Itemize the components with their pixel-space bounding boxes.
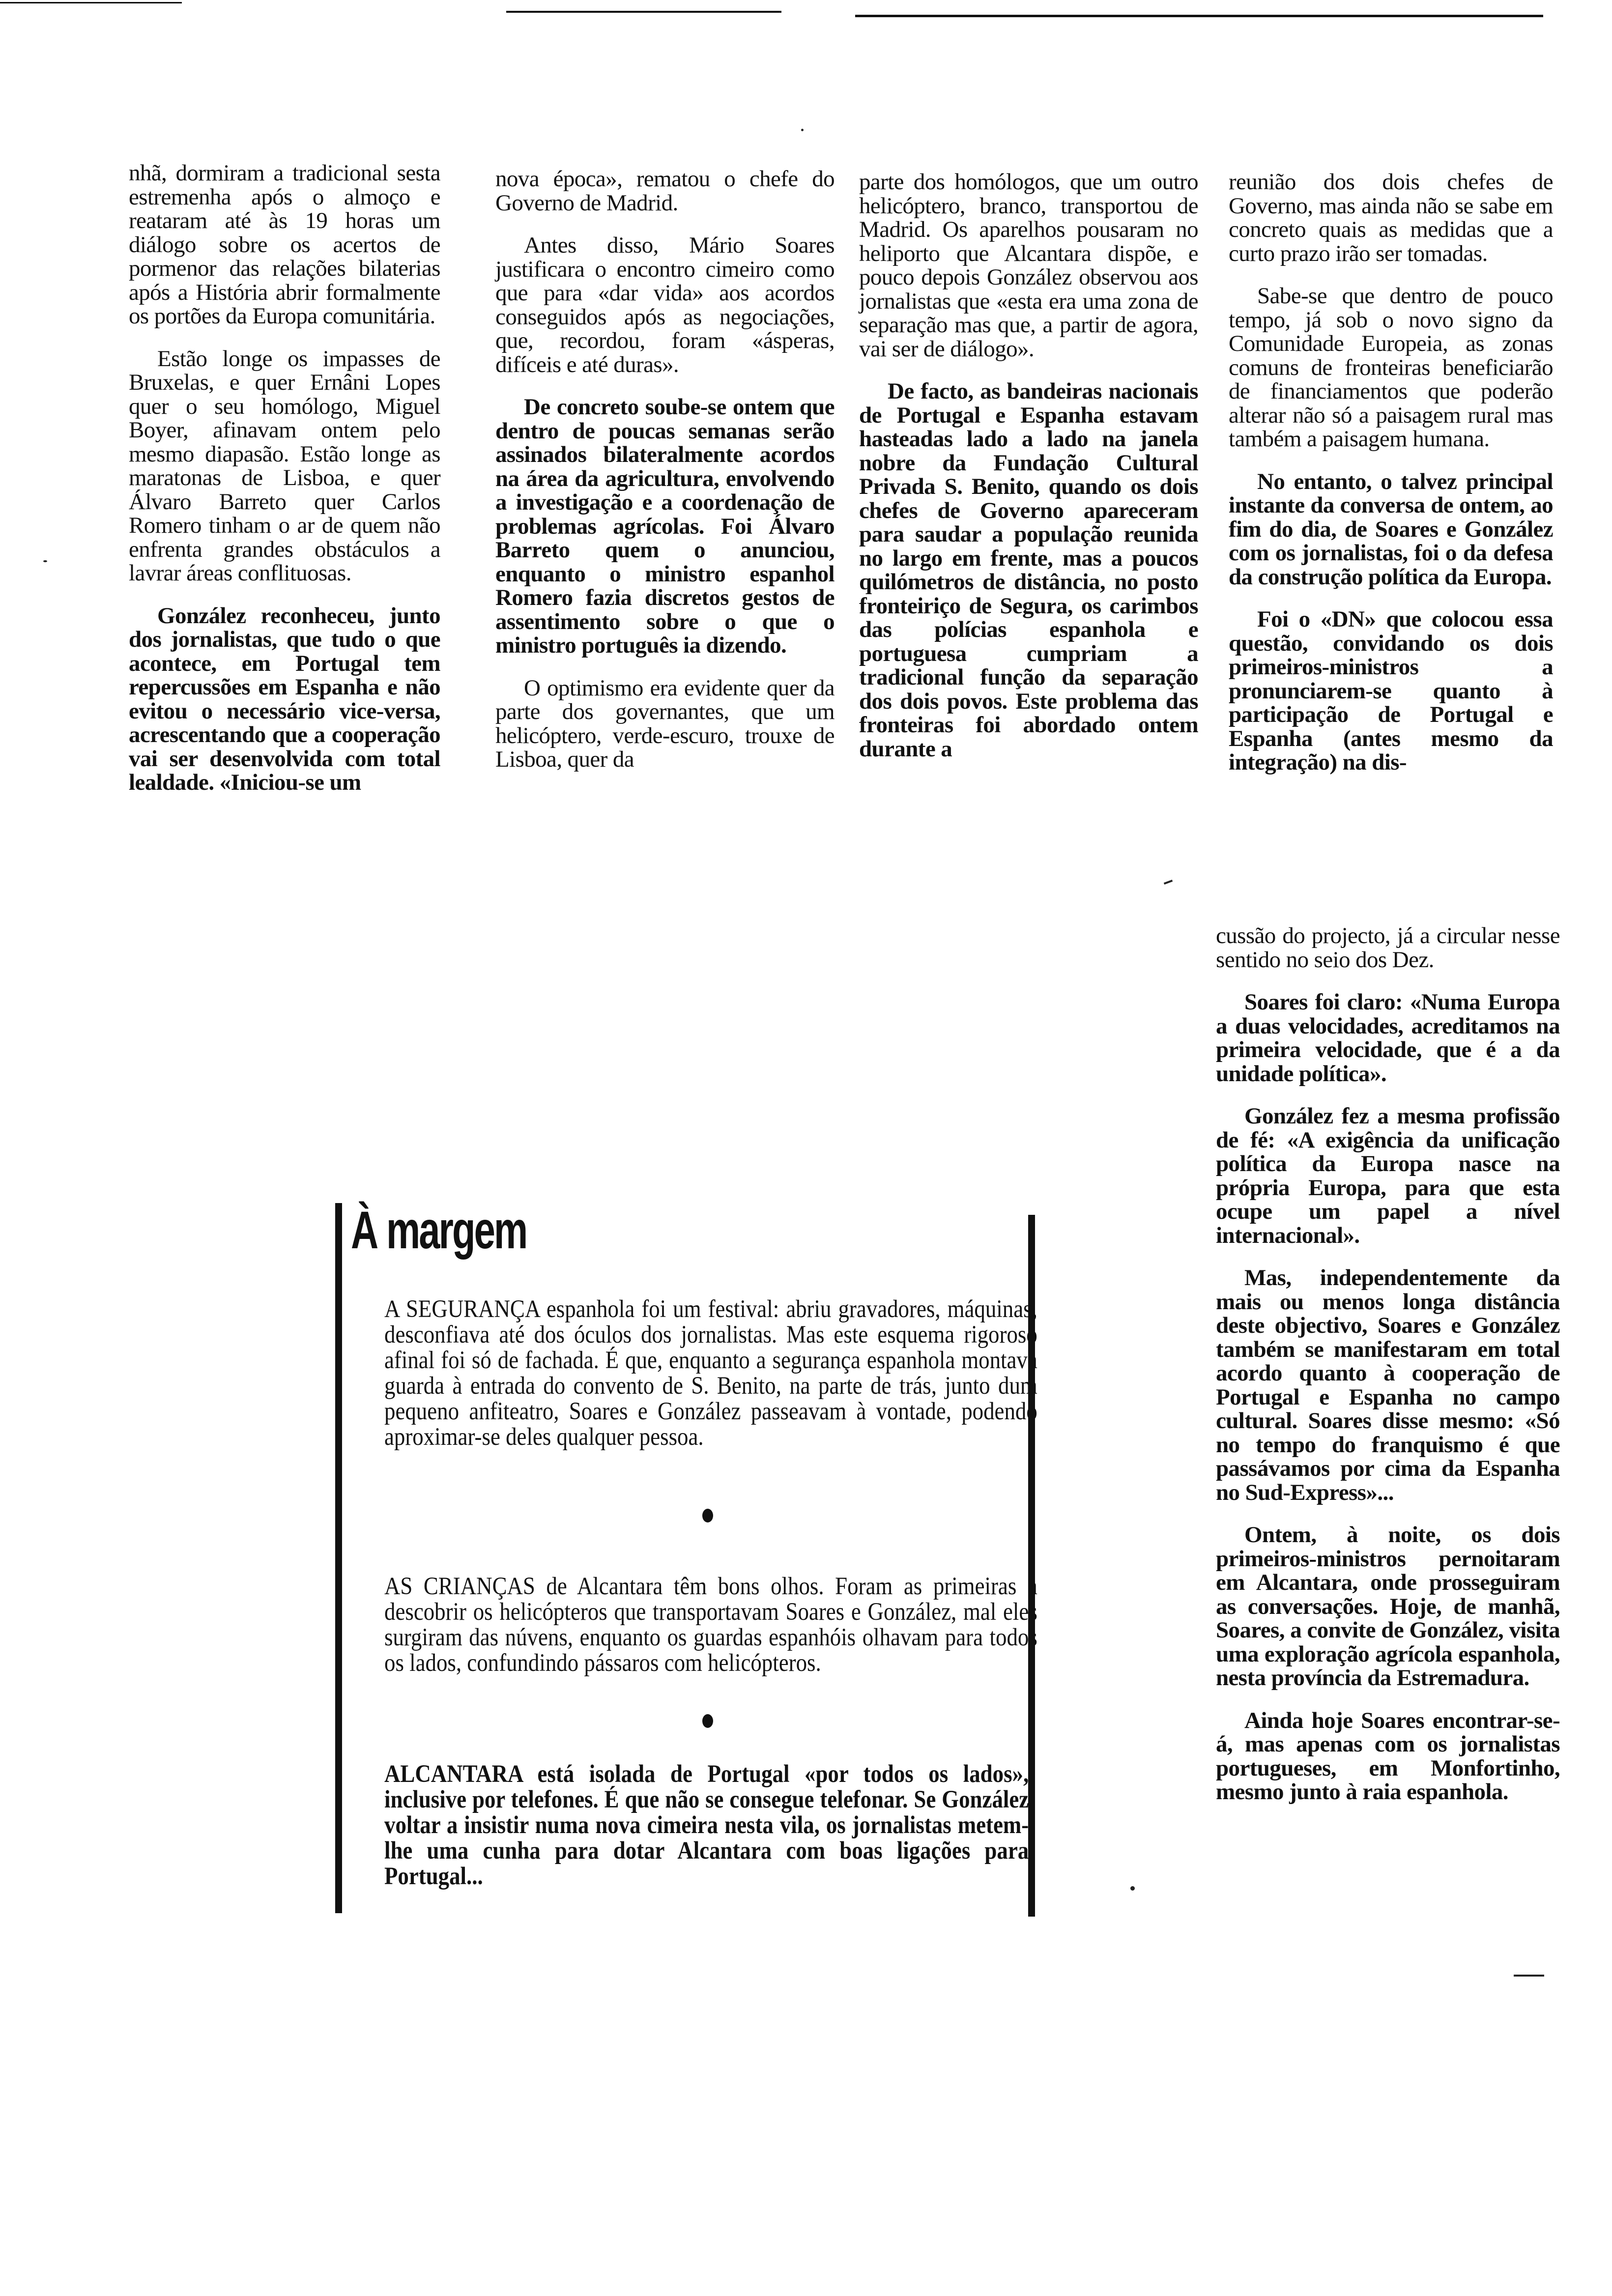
paragraph: reunião dos dois chefes de Governo, mas ainda não se sabe em concreto quais as medidas que a curto prazo irão ser tomadas. xyxy=(1229,169,1553,266)
bullet-dot-icon xyxy=(702,1509,713,1522)
paragraph: Estão longe os impasses de Bruxelas, e quer Ernâni Lopes quer o seu homólogo, Miguel Boyer, afinavam ontem pelo mesmo diapasão. Estão longe as maratonas de Lisboa, e quer Álvaro Barreto quer Carlos Romero tinham o ar de quem não enfrenta grandes obstáculos a lavrar áreas conflituosas. xyxy=(129,345,440,586)
item-text: está isolada de Portugal «por todos os lados», inclusive por telefones. É que não se consegue telefonar. Se González voltar a insistir numa nova cimeira nesta vila, os jornalistas metem-lhe uma cunha para dotar Alcantara com boas ligações para Portugal... xyxy=(384,1760,1029,1890)
item-lead: A SEGURANÇA xyxy=(384,1295,540,1323)
paragraph: Ainda hoje Soares encontrar-se-á, mas apenas com os jornalistas portugueses, em Monfortinho, mesmo junto à raia espanhola. xyxy=(1216,1707,1560,1805)
paragraph: O optimismo era evidente quer da parte dos governantes, que um helicóptero, verde-escuro, trouxe de Lisboa, quer da xyxy=(495,675,835,772)
article-column-4-continued xyxy=(1216,924,1560,1823)
sidebar-item-criancas xyxy=(384,1574,1037,1676)
paragraph: Soares foi claro: «Numa Europa a duas velocidades, acreditamos na primeira velocidade, que é a da unidade política». xyxy=(1216,989,1560,1087)
paragraph: González fez a mesma profissão de fé: «A exigência da unificação política da Europa nasce na própria Europa, para que esta ocupe um papel a nível internacional». xyxy=(1216,1103,1560,1248)
paragraph: cussão do projecto, já a circular nesse sentido no seio dos Dez. xyxy=(1216,923,1560,973)
paragraph: Foi o «DN» que colocou essa questão, convidando os dois primeiros-ministros a pronunciarem-se quanto à participação de Portugal e Espanha (antes mesmo da integração) na dis- xyxy=(1229,606,1553,775)
paragraph: De concreto soube-se ontem que dentro de poucas semanas serão assinados bilateralmente acordos na área da agricultura, envolvendo a investigação e a coordenação de problemas agrícolas. Foi Álvaro Barreto quem o anunciou, enquanto o ministro espanhol Romero fazia discretos gestos de assentimento sobre o que o ministro português ia dizendo. xyxy=(495,394,835,658)
paragraph: De facto, as bandeiras nacionais de Portugal e Espanha estavam hasteadas lado a lado na janela nobre da Fundação Cultural Privada S. Benito, quando os dois chefes de Governo apareceram para saudar a população reunida no largo em frente, mas a poucos quilómetros de distância, no posto fronteiriço de Segura, os carimbos das polícias espanhola e portuguesa cumpriam a tradicional função da separação dos dois povos. Este problema das fronteiras foi abordado ontem durante a xyxy=(859,378,1198,762)
item-text: de Alcantara têm bons olhos. Foram as primeiras a descobrir os helicópteros que transportavam Soares e González, mal eles surgiram das núvens, enquanto os guardas espanhóis olhavam para todos os lados, confundindo pássaros com helicópteros. xyxy=(384,1573,1037,1677)
paragraph: No entanto, o talvez principal instante da conversa de ontem, ao fim do dia, de Soares e González com os jornalistas, foi o da defesa da construção política da Europa. xyxy=(1229,468,1553,590)
item-lead: ALCANTARA xyxy=(384,1760,522,1788)
sidebar-item-alcantara xyxy=(384,1761,1029,1889)
scan-speck xyxy=(1514,1975,1544,1977)
article-column-3 xyxy=(859,170,1198,779)
article-column-1 xyxy=(129,161,440,813)
scan-speck xyxy=(801,129,804,131)
scan-mark xyxy=(1164,880,1173,885)
paragraph: nhã, dormiram a tradicional sesta estremenha após o almoço e reataram até às 19 horas um diálogo sobre os acertos de pormenor das relações bilaterias após a História abrir formalmente os portões da Europa comunitária. xyxy=(129,160,440,329)
top-rule-middle xyxy=(506,11,781,13)
scan-speck xyxy=(1130,1886,1135,1891)
item-text: espanhola foi um festival: abriu gravadores, máquinas, desconfiava até dos óculos dos jornalistas. Mas este esquema rigoroso afinal foi só de fachada. É que, enquanto a segurança espanhola montava guarda à entrada do convento de S. Benito, na parte de trás, junto dum pequeno anfiteatro, Soares e González passeavam à vontade, podendo aproximar-se deles qualquer pessoa. xyxy=(384,1295,1037,1451)
sidebar-item-seguranca xyxy=(384,1296,1037,1450)
paragraph: Sabe-se que dentro de pouco tempo, já sob o novo signo da Comunidade Europeia, as zonas comuns de fronteiras beneficiarão de financiamentos que poderão alterar não só a paisagem rural mas também a paisagem humana. xyxy=(1229,283,1553,452)
article-column-2 xyxy=(495,167,835,790)
sidebar-title: À margem xyxy=(351,1200,527,1260)
paragraph: Antes disso, Mário Soares justificara o encontro cimeiro como que para «dar vida» aos acordos conseguidos após as negociações, que, recordou, foram «ásperas, difíceis e até duras». xyxy=(495,232,835,377)
top-rule-right xyxy=(855,15,1543,17)
paragraph: González reconheceu, junto dos jornalistas, que tudo o que acontece, em Portugal tem repercussões em Espanha e não evitou o necessário vice-versa, acrescentando que a cooperação vai ser desenvolvida com total lealdade. «Iniciou-se um xyxy=(129,603,440,795)
paragraph: Mas, independentemente da mais ou menos longa distância deste objectivo, Soares e González também se manifestaram em total acordo quanto à cooperação de Portugal e Espanha no campo cultural. Soares disse mesmo: «Só no tempo do franquismo é que passávamos por cima da Espanha no Sud-Express»... xyxy=(1216,1265,1560,1505)
item-lead: AS CRIANÇAS xyxy=(384,1573,535,1600)
top-rule-left xyxy=(0,2,182,3)
bullet-dot-icon xyxy=(702,1714,713,1728)
article-column-4 xyxy=(1229,170,1553,793)
sidebar-a-margem xyxy=(335,1200,1037,1913)
scan-speck xyxy=(43,560,47,562)
paragraph: Ontem, à noite, os dois primeiros-ministros pernoitaram em Alcantara, onde prosseguiram as conversações. Hoje, de manhã, Soares, a convite de González, visita uma exploração agrícola espanhola, nesta província da Estremadura. xyxy=(1216,1522,1560,1691)
paragraph: parte dos homólogos, que um outro helicóptero, branco, transportou de Madrid. Os aparelhos pousaram no heliporto que Alcantara dispõe, e pouco depois González observou aos jornalistas que «esta era uma zona de separação mas que, a partir de agora, vai ser de diálogo». xyxy=(859,169,1198,362)
sidebar-left-border xyxy=(335,1203,342,1913)
paragraph: nova época», rematou o chefe do Governo de Madrid. xyxy=(495,166,835,216)
